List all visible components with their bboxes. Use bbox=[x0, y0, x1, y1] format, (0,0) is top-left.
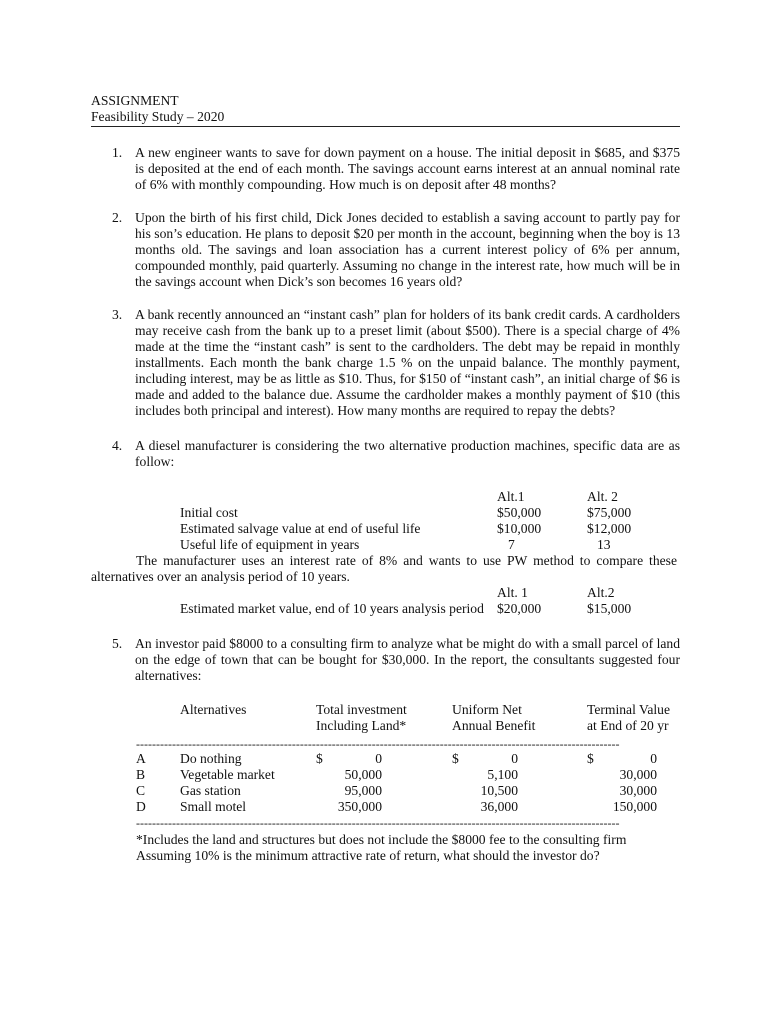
question-3 bbox=[112, 307, 680, 419]
q4-row-label: Initial cost bbox=[180, 505, 238, 520]
header-rule bbox=[91, 126, 680, 127]
q5-row-benefit: 5,100 bbox=[487, 767, 518, 782]
q5-header-terminal-2: at End of 20 yr bbox=[587, 718, 669, 733]
question-number: 5. bbox=[112, 636, 123, 651]
q4-row-alt1: 7 bbox=[508, 537, 515, 552]
q5-row-investment: 50,000 bbox=[344, 767, 382, 782]
q5-dash-divider-bottom: ------------------------------------------------------------------------------------------------------------------------- bbox=[136, 816, 620, 830]
question-number: 1. bbox=[112, 145, 123, 160]
q5-question: Assuming 10% is the minimum attractive rate of return, what should the investor do? bbox=[136, 848, 600, 863]
question-1 bbox=[112, 145, 680, 193]
q5-row-investment: 350,000 bbox=[337, 799, 382, 814]
question-text: Upon the birth of his first child, Dick Jones decided to establish a saving account to partly pay for his son’s education. He plans to deposit $20 per month in the account, beginning when the boy is 13 months old. The savings and loan association has a current interest policy of 6% per annum, compounded monthly, paid quarterly. Assuming no change in the interest rate, how much will be in the savings account when Dick’s son becomes 16 years old? bbox=[135, 210, 680, 289]
q5-row-name: Gas station bbox=[180, 783, 241, 798]
q5-row-terminal: 150,000 bbox=[612, 799, 657, 814]
question-number: 2. bbox=[112, 210, 123, 225]
question-text: A new engineer wants to save for down payment on a house. The initial deposit in $685, and $375 is deposited at the end of each month. The savings account earns interest at an annual nominal rate of 6% with monthly compounding. How much is on deposit after 48 months? bbox=[135, 145, 680, 192]
q4-row-alt2: $12,000 bbox=[587, 521, 632, 536]
q5-row-terminal: 30,000 bbox=[619, 783, 657, 798]
question-number: 3. bbox=[112, 307, 123, 322]
q4-row-label: Useful life of equipment in years bbox=[180, 537, 360, 552]
question-4 bbox=[112, 438, 680, 470]
q4-col-alt2: Alt. 2 bbox=[587, 489, 618, 504]
q5-row-terminal: 0 bbox=[650, 751, 657, 766]
q5-row-investment: 95,000 bbox=[344, 783, 382, 798]
q5-row-name: Small motel bbox=[180, 799, 247, 814]
q5-dollar-sign: $ bbox=[587, 751, 594, 766]
question-5 bbox=[112, 636, 680, 684]
q4-row-alt2: $75,000 bbox=[587, 505, 632, 520]
q4-market-alt2: $15,000 bbox=[587, 601, 632, 616]
q4-row-label: Estimated salvage value at end of useful life bbox=[180, 521, 421, 536]
q4-paragraph-line2: alternatives over an analysis period of 10 years. bbox=[91, 569, 350, 584]
q4-row-alt1: $50,000 bbox=[497, 505, 542, 520]
q4-row-alt2: 13 bbox=[597, 537, 611, 552]
question-text: An investor paid $8000 to a consulting firm to analyze what be might do with a small parcel of land on the edge of town that can be bought for $30,000. In the report, the consultants suggested four alternatives: bbox=[135, 636, 680, 683]
q5-row-benefit: 10,500 bbox=[480, 783, 518, 798]
question-number: 4. bbox=[112, 438, 123, 453]
q5-row-letter: A bbox=[136, 751, 146, 766]
q5-row-benefit: 0 bbox=[511, 751, 518, 766]
q4-paragraph-line1: The manufacturer uses an interest rate of 8% and wants to use PW method to compare these bbox=[136, 553, 677, 568]
q5-row-benefit: 36,000 bbox=[480, 799, 518, 814]
q5-header-investment-2: Including Land* bbox=[316, 718, 407, 733]
document-header bbox=[91, 93, 681, 125]
q4-market-label: Estimated market value, end of 10 years analysis period bbox=[180, 601, 484, 616]
q5-row-letter: D bbox=[136, 799, 146, 814]
q5-row-letter: C bbox=[136, 783, 146, 798]
question-2 bbox=[112, 210, 680, 290]
question-text: A diesel manufacturer is considering the two alternative production machines, specific data are as follow: bbox=[135, 438, 680, 469]
q5-row-investment: 0 bbox=[375, 751, 382, 766]
q4-col-alt2-b: Alt.2 bbox=[587, 585, 615, 600]
q5-header-benefit: Uniform Net bbox=[452, 702, 522, 717]
q5-header-investment: Total investment bbox=[316, 702, 407, 717]
q5-row-letter: B bbox=[136, 767, 146, 782]
q5-header-alternatives: Alternatives bbox=[180, 702, 247, 717]
q4-row-alt1: $10,000 bbox=[497, 521, 542, 536]
q5-dash-divider-top: ------------------------------------------------------------------------------------------------------------------------- bbox=[136, 737, 620, 751]
q4-col-alt1: Alt.1 bbox=[497, 489, 525, 504]
q5-header-terminal: Terminal Value bbox=[587, 702, 670, 717]
q5-dollar-sign: $ bbox=[316, 751, 323, 766]
document-title: ASSIGNMENT bbox=[91, 93, 179, 108]
question-text: A bank recently announced an “instant cash” plan for holders of its bank credit cards. A cardholders may receive cash from the bank up to a preset limit (about $500). There is a special charge of 4% made at the time the “instant cash” is sent to the cardholders. The debt may be repaid in monthly installments. Each month the bank charge 1.5 % on the unpaid balance. The monthly payment, including interest, may be as little as $10. Thus, for $150 of “instant cash”, an initial charge of $6 is made and added to the balance due. Assume the cardholder makes a monthly payment of $10 (this includes both principal and interest). How many months are required to repay the debts? bbox=[135, 307, 680, 418]
document-subtitle: Feasibility Study – 2020 bbox=[91, 109, 225, 124]
q5-row-terminal: 30,000 bbox=[619, 767, 657, 782]
q5-row-name: Vegetable market bbox=[180, 767, 275, 782]
q5-dollar-sign: $ bbox=[452, 751, 459, 766]
q5-footnote: *Includes the land and structures but does not include the $8000 fee to the consulting firm bbox=[136, 832, 627, 847]
q5-row-name: Do nothing bbox=[180, 751, 242, 766]
q5-header-benefit-2: Annual Benefit bbox=[452, 718, 536, 733]
q4-market-alt1: $20,000 bbox=[497, 601, 542, 616]
q4-col-alt1-b: Alt. 1 bbox=[497, 585, 528, 600]
